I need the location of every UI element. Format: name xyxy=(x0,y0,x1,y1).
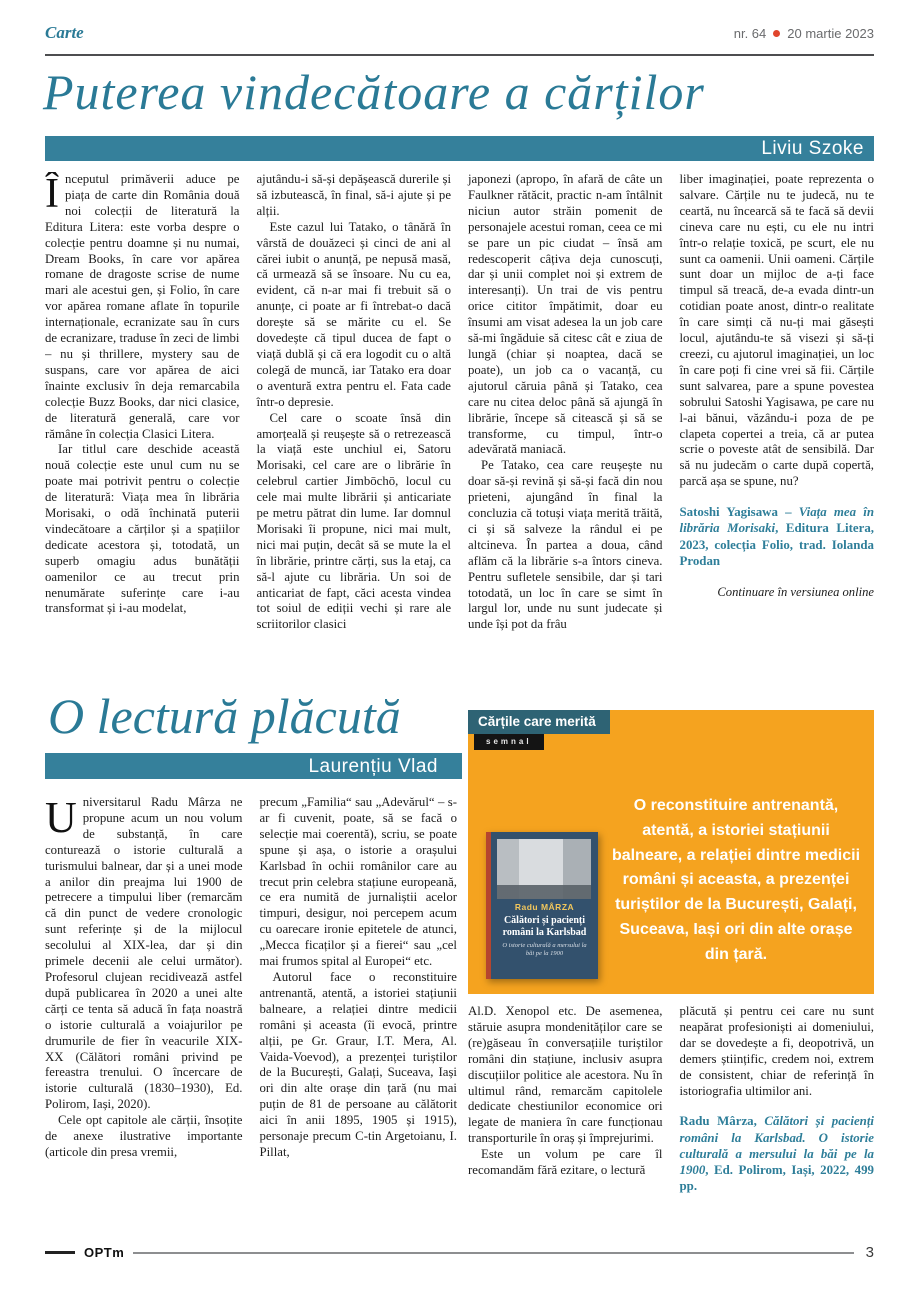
paragraph: japonezi (apropo, în afară de câte un Faulkner rătăcit, practic n-am întâlnit niciun autor străin pomenit de personajele acestui roman, ceea ce mi se pare un pic ciudat – însă am redescoperit câțiva deja cunoscuți, dar și unii complet noi și extrem de interesanți). Un trai de vis pentru orice cititor împătimit, doar eu însumi am visat adesea la un job care să-mi îngăduie să citesc cât e ziua de lungă (chiar și noaptea, dacă se poate), un job ca o vacanță, cu ajutorul căruia până și Tatako, cea care nu citea deloc până să ajungă în librărie, începe să citească și să se transforme, cu timpul, într-o adevărată maniacă. xyxy=(468,172,663,457)
article2-right-columns xyxy=(468,1004,874,1244)
lead-paragraph xyxy=(45,795,243,1113)
article2-column-3 xyxy=(468,1004,663,1244)
ref1-author: Satoshi Yagisawa – xyxy=(679,505,799,520)
article1-column-3 xyxy=(468,172,663,700)
paragraph: Autorul face o reconstituire antrenantă, atentă, a istoriei stațiunii balneare, a relației dintre medicii români și aceasta (îi evocă, printre alții, pe Gr. Graur, I.T. Mera, Al. Vaida-Voevod), a prezenței turiștilor de la București, Galați, Suceava, Iași ori din alte orașe din țară (nu mai puțin de 81 de persoane au călătorit aici în anii 1895, 1905 și 1915), personaje precum C-tin Argetoianu, I. Pillat, xyxy=(259,969,457,1159)
article2-column-4 xyxy=(680,1004,875,1244)
book-cover-title: Călători și pacienți români la Karlsbad xyxy=(502,914,587,938)
article2-column-4-text xyxy=(680,1004,875,1099)
article2-byline-bar xyxy=(45,753,462,779)
article1-column-4-text xyxy=(680,172,875,490)
ref2-details: , Ed. Polirom, Iași, 2022, 499 pp. xyxy=(679,1163,874,1194)
paragraph: plăcută și pentru cei care nu sunt neapărat profesioniști ai domeniului, dar se dovedește a fi, deopotrivă, un demers științific, credem noi, extrem de consistent, chiar de referință în istoriografia ultimilor ani. xyxy=(679,1004,874,1098)
book-cover xyxy=(486,832,598,979)
paragraph: Este cazul lui Tatako, o tânără în vârstă de douăzeci și cinci de ani al cărei iubit o anunță, pe nepusă masă, că urmează să se însoare. Nu cu ea, evident, că n-ar mai fi trebuit să o anunțe, ci poate ar fi întrebat-o dacă dorește să se mărite cu el. Se dovedește că tipul ducea de fapt o viață dublă și că era logodit cu o altă colegă de muncă, iar Tatako era doar o aventură extra pentru el. Fata cade într-o depresie. xyxy=(256,219,451,409)
book-reference-1 xyxy=(680,504,875,569)
footer-accent-segment xyxy=(45,1251,75,1254)
ref1-title: Viața mea în librăria Morisaki xyxy=(679,505,874,536)
drop-cap: Î xyxy=(45,172,59,217)
issue-date: 20 martie 2023 xyxy=(787,26,874,41)
article2-column-2 xyxy=(260,795,458,1242)
paragraph: Pe Tatako, cea care reușește nu doar să-și revină și să-și facă din nou prieteni, ajungând în final la concluzia că totuși viața merită trăită, ci și să salveze la rândul ei pe altcineva. În partea a doua, când aflăm că la librărie s-a întors cineva. Pentru sufletele sensibile, dar și tari totodată, un loc în care se simt în largul lor, unde nu sunt judecate și unde își pot da frâu xyxy=(468,458,663,632)
promo-quote: O reconstituire antrenantă, atentă, a istoriei stațiunii balneare, a relației dintre medicii români și aceasta, a prezenței turiștilor de la București, Galați, Suceava, Iași ori din alte orașe din țară. xyxy=(611,797,861,963)
article1-author: Liviu Szoke xyxy=(761,138,864,159)
paragraph: Cel care o scoate însă din amorțeală și reușește să o retrezească la viață este unchiul ei, Satoru Morisaki, cel care are o librărie în celebrul cartier Jimbōchō, locul cu cele mai multe librării și anticariate pe metru pătrat din lume. Iar domnul Morisaki îi propune, nici mai mult, nici mai puțin, decât să se mute la el în librărie, printre cărți, sus la etaj, ca să-l ajute cu librăria. Un soi de anticariat de fapt, căci acesta vindea tot soiul de ediții vechi și rare ale scriitorilor clasici xyxy=(256,410,451,632)
issue-number: nr. 64 xyxy=(733,26,767,41)
ref1-details: , Editura Litera, 2023, colecția Folio, trad. Iolanda Prodan xyxy=(679,521,874,568)
article1-column-2 xyxy=(257,172,452,700)
book-cover-subtitle: O istorie culturală a mersului la băi pe la 1900 xyxy=(502,941,587,958)
section-label: Carte xyxy=(45,23,84,42)
lead-paragraph-text: niversitarul Radu Mârza ne propune acum un nou volum de substanță, în care conturează o istorie culturală a turismului balnear, dar și a unei mode a anilor din preajma lui 1900 de petrecere a timpului liber (remarcăm că din punct de vedere cronologic sunt referințe și de la mijlocul secolului al XIX-lea, dar și din primele decenii ale celui următor). Profesorul clujean recidivează astfel după publicarea în 2020 a unei alte cărți ce tenta să aducă în fața noastră o istorie culturală a voiajurilor pe drumurile de fier în veacurile XIX-XX (Călători români privind pe fereastra trenului. O încercare de istorie culturală (1830–1930), Ed. Polirom, Iași, 2020). xyxy=(45,795,243,1112)
issue-info xyxy=(734,27,874,40)
paragraph: liber imaginației, poate reprezenta o salvare. Cărțile nu te judecă, nu te ceartă, nu încearcă să te facă să devii cineva care nu ești, cu ele nu intri într-o relație toxică, pe scurt, ele nu sunt ca oamenii. Unii oameni. Cărțile sunt doar un mijloc de a-ți face timpul să treacă, de-a evada dintr-un cotidian poate anost, dintr-o realitate în care simți că nu-ți mai găsești locul, ajutându-te să visezi și să-ți creezi, cu ajutorul imaginației, un loc în care poți fi cine vrei să fii. Cărțile sunt salvarea, pare a spune povestea sobrului Satoshi Yagisawa, pe care nu l-ai bănui, văzându-i poza de pe clapeta copertei a treia, că ar putea scrie o poveste atât de sensibilă. Dar să nu judecăm o carte după copertă, parcă așa se spune, nu? xyxy=(679,172,874,489)
article2-left-columns xyxy=(45,795,457,1242)
book-cover-spine xyxy=(486,832,491,979)
article2-column-1 xyxy=(45,795,243,1242)
page-header xyxy=(45,24,874,41)
article1-column-1 xyxy=(45,172,240,700)
article2-author: Laurențiu Vlad xyxy=(308,755,438,777)
book-cover-author: Radu MÂRZA xyxy=(514,902,575,912)
book-reference-2 xyxy=(680,1113,875,1194)
paragraph: ajutându-i să-și depășească durerile și să izbutească, în final, să-i ajute și pe alții. xyxy=(256,172,451,218)
article2-title: O lectură plăcută xyxy=(48,688,401,744)
article1-byline-bar xyxy=(45,136,874,161)
paragraph: precum „Familia“ sau „Adevărul“ – s-ar fi cuvenit, poate, să se facă o selecție mai coerentă), scriu, se poate spune și așa, o istorie a orașului Karlsbad în ochii românilor care au trecut prin celebra stațiune europeană, ce era numită de jurnaliștii acelor timpuri, desigur, noi percepem acum cu oarecare ironie epitetele de atunci, „Mecca ficaților și a fierei“ sau „cel mai frumos spital al Europei“ etc. xyxy=(259,795,457,969)
date-separator-dot xyxy=(773,30,780,37)
ref2-title: Călători și pacienți români la Karlsbad. O istorie culturală a mersului la băi pe la 1900 xyxy=(679,1114,874,1178)
header-rule xyxy=(45,54,874,56)
magazine-logo: OPTm xyxy=(84,1245,125,1260)
continuation-note: Continuare în versiunea online xyxy=(717,584,874,599)
page-footer xyxy=(45,1245,874,1260)
paragraph: Cele opt capitole ale cărții, însoțite de anexe ilustrative importante (articole din presa vremii, xyxy=(45,1113,243,1159)
paragraph: Al.D. Xenopol etc. De asemenea, stăruie asupra mondenităților care se (re)găseau în conversațiile turiștilor români din stațiune, inclusiv asupra discuțiilor politice ale acestora. Nu în ultimul rând, remarcăm capitolele dedicate chestiunilor economice ori legate de maniera în care funcționau transporturile în oraș și împrejurimi. xyxy=(468,1004,663,1146)
ref2-author: Radu Mârza, xyxy=(679,1114,765,1129)
paragraph: Iar titlul care deschide această nouă colecție este unul cum nu se poate mai potrivit pentru o colecție de literatură: Viața mea în librăria Morisaki, o odă închinată puterii vindecătoare a cărților și a spațiilor dedicate acestora și, totodată, un superb omagiu adus bunătății oamenilor ce au trecut prin nenumărate suferințe care i-au transformat și i-au modelat, xyxy=(45,442,240,616)
article1-title: Puterea vindecătoare a cărților xyxy=(43,64,705,120)
promo-header xyxy=(468,710,874,750)
lead-paragraph xyxy=(45,172,240,442)
article1-column-4 xyxy=(680,172,875,700)
book-highlight-box xyxy=(468,710,874,994)
drop-cap: U xyxy=(45,795,77,842)
article1-columns xyxy=(45,172,874,700)
footer-rule xyxy=(133,1252,853,1254)
lead-paragraph-text: nceputul primăverii aduce pe piața de carte din România două noi colecții de literatură la Editura Litera: este vorba despre o colecție pentru doamne și nu numai, Dream Books, în care vor apărea romane de dragoste scrise de nume mari ale acestui gen, și Folio, în care vor apărea romane aflate în topurile internaționale, ecranizate sau în curs de ecranizare, traduse în zeci de limbi – nu și thrillere, mystery sau de suspans, care vor apărea de aici înainte exclusiv în deja remarcabila colecție Buzz Books, dar nici clasice, de literatură generală, care vor rămâne în colecția Clasici Litera. xyxy=(45,172,240,441)
page-number: 3 xyxy=(865,1244,874,1261)
book-cover-photo xyxy=(497,839,591,899)
promo-tag: semnal xyxy=(474,734,544,750)
paragraph: Este un volum pe care îl recomandăm fără ezitare, o lectură xyxy=(468,1147,663,1178)
promo-rubric: Cărțile care merită xyxy=(468,710,610,734)
